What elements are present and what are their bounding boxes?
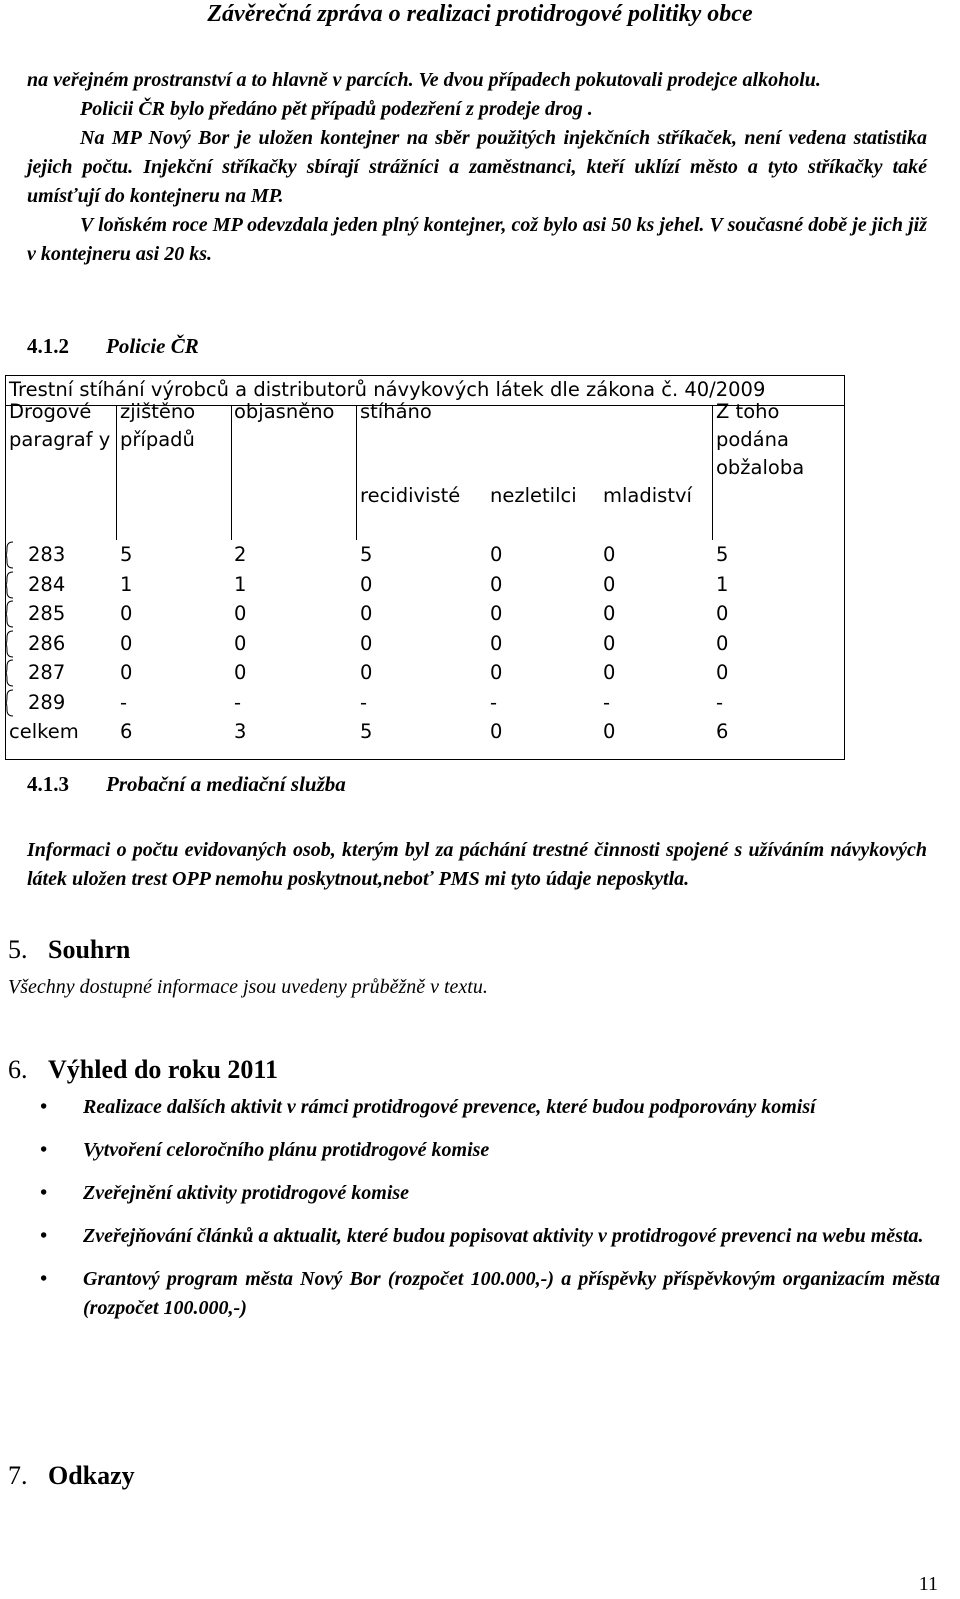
table-cell: 3: [234, 720, 247, 743]
section-7-heading: [8, 1461, 135, 1491]
outlook-list: [40, 1093, 940, 1323]
section-4-1-3-text: [27, 836, 927, 894]
list-item: [40, 1093, 940, 1122]
table-cell: 0: [120, 631, 133, 655]
table-cell: 0: [234, 631, 247, 655]
table-cell: 0: [234, 602, 247, 625]
page-number: 11: [918, 1573, 938, 1595]
table-cell: 0: [490, 572, 503, 596]
table-cell: 0: [360, 572, 373, 596]
table-cell: 0: [603, 631, 616, 655]
list-item: [40, 1179, 940, 1208]
table-cell: 5: [716, 543, 729, 566]
section-number: 6.: [8, 1055, 28, 1084]
row-marker: [6, 540, 14, 570]
table-cell: celkem: [9, 720, 79, 743]
table-cell: 0: [120, 661, 133, 684]
list-item: [40, 1222, 940, 1251]
header-obzaloba: Z toho podána obžaloba: [716, 400, 805, 479]
header-stihano: stíháno: [360, 400, 432, 423]
table-cell: -: [120, 690, 128, 714]
table-cell: 0: [360, 602, 373, 625]
table-cell: 0: [490, 661, 503, 684]
table-cell: 0: [716, 602, 729, 625]
page-title: Závěrečná zpráva o realizaci protidrogové politiky obce: [207, 1, 753, 27]
table-cell: 5: [360, 543, 373, 566]
bullet-icon: •: [40, 1268, 48, 1290]
row-marker: [6, 570, 14, 600]
table-cell: 2: [234, 543, 247, 566]
header-mladistvi: mladiství: [603, 484, 692, 507]
table-cell: 283: [28, 543, 66, 566]
page-header: [0, 0, 960, 28]
list-item-text: Vytvoření celoročního plánu protidrogové komise: [83, 1139, 490, 1161]
intro-paragraph-1: na veřejném prostranství a to hlavně v parcích. Ve dvou případech pokutovali prodejce alkoholu.: [27, 69, 821, 91]
prosecution-table: [5, 375, 845, 760]
table-cell: 0: [490, 602, 503, 625]
list-item-text: Realizace dalších aktivit v rámci protidrogové prevence, které budou podporovány komisí: [83, 1096, 816, 1118]
intro-paragraph-2: Policii ČR bylo předáno pět případů podezření z prodeje drog .: [80, 98, 593, 120]
col-divider: [116, 405, 117, 540]
header-zjisteno: zjištěno případů: [120, 400, 196, 451]
table-cell: -: [716, 690, 724, 714]
table-cell: 0: [603, 661, 616, 684]
table-cell: 6: [120, 720, 133, 743]
table-cell: 284: [28, 572, 66, 596]
table-cell: 1: [716, 572, 729, 596]
row-marker: [6, 688, 14, 718]
header-nezletilci: nezletilci: [490, 484, 577, 507]
list-item: [40, 1136, 940, 1165]
list-item-text: Zveřejnění aktivity protidrogové komise: [83, 1182, 410, 1204]
intro-text: [27, 66, 927, 269]
table-cell: 6: [716, 720, 729, 743]
section-title: Odkazy: [48, 1461, 135, 1490]
section-label: Policie ČR: [106, 334, 199, 358]
section-number: 4.1.2: [27, 334, 69, 358]
table-cell: -: [234, 690, 242, 714]
list-item-text: Grantový program města Nový Bor (rozpočet 100.000,-) a příspěvky příspěvkovým organizacím města (rozpočet 100.000,-): [83, 1268, 940, 1319]
table-cell: 0: [360, 661, 373, 684]
table-cell: 1: [120, 572, 133, 596]
table-cell: -: [360, 690, 368, 714]
header-paragraf: Drogové paragraf y: [9, 400, 111, 451]
table-cell: 5: [120, 543, 133, 566]
table-cell: 0: [716, 631, 729, 655]
col-divider: [712, 405, 713, 540]
table-cell: 1: [234, 572, 247, 596]
bullet-icon: •: [40, 1225, 48, 1247]
list-item-text: Zveřejňování článků a aktualit, které budou popisovat aktivity v protidrogové prevenci na webu města.: [83, 1225, 924, 1247]
section-5-text: Všechny dostupné informace jsou uvedeny průběžně v textu.: [8, 976, 488, 998]
table-cell: 0: [360, 631, 373, 655]
table-cell: 285: [28, 602, 66, 625]
section-number: 4.1.3: [27, 772, 69, 796]
bullet-icon: •: [40, 1182, 48, 1204]
table-cell: -: [490, 690, 498, 714]
table-cell: 0: [120, 602, 133, 625]
col-divider: [356, 405, 357, 540]
section-5-heading: [8, 935, 130, 965]
section-4-1-3-heading: [27, 771, 346, 797]
section-6-heading: [8, 1055, 278, 1085]
table-cell: 0: [490, 631, 503, 655]
table-cell: 0: [716, 661, 729, 684]
row-marker: [6, 599, 14, 629]
table-cell: 0: [490, 543, 503, 566]
list-item: [40, 1265, 940, 1323]
section-number: 5.: [8, 935, 28, 964]
section-number: 7.: [8, 1461, 28, 1490]
table-cell: 289: [28, 690, 66, 714]
section-4-1-2-heading: [27, 333, 199, 359]
table-cell: 0: [234, 661, 247, 684]
section-title: Výhled do roku 2011: [48, 1055, 278, 1084]
bullet-icon: •: [40, 1096, 48, 1118]
table-cell: 286: [28, 631, 66, 655]
table-caption: Trestní stíhání výrobců a distributorů návykových látek dle zákona č. 40/2009: [9, 378, 766, 401]
header-objasneno: objasněno: [234, 400, 335, 423]
row-marker: [6, 658, 14, 688]
row-marker: [6, 629, 14, 659]
bullet-icon: •: [40, 1139, 48, 1161]
section-title: Souhrn: [48, 935, 131, 964]
table-cell: 0: [603, 720, 616, 743]
intro-paragraph-3: Na MP Nový Bor je uložen kontejner na sběr použitých injekčních stříkaček, není vedena statistika jejich počtu. Injekční stříkačky sbírají strážníci a zaměstnanci, kteří uklízí město a tyto stříkačky také umísťují do kontejneru na MP.: [27, 127, 927, 207]
section-4-1-3-paragraph: Informaci o počtu evidovaných osob, kterým byl za páchání trestné činnosti spojené s užíváním návykových látek uložen trest OPP nemohu poskytnout,neboť PMS mi tyto údaje neposkytla.: [27, 839, 927, 890]
table-cell: 5: [360, 720, 373, 743]
table-cell: 0: [603, 572, 616, 596]
intro-paragraph-4: V loňském roce MP odevzdala jeden plný kontejner, což bylo asi 50 ks jehel. V současné době je jich již v kontejneru asi 20 ks.: [27, 214, 927, 265]
table-cell: 287: [28, 661, 66, 684]
table-cell: 0: [603, 543, 616, 566]
header-recidiviste: recidivisté: [360, 484, 461, 507]
table-cell: 0: [603, 602, 616, 625]
section-label: Probační a mediační služba: [106, 772, 346, 796]
col-divider: [231, 405, 232, 540]
table-cell: 0: [490, 720, 503, 743]
table-cell: -: [603, 690, 611, 714]
